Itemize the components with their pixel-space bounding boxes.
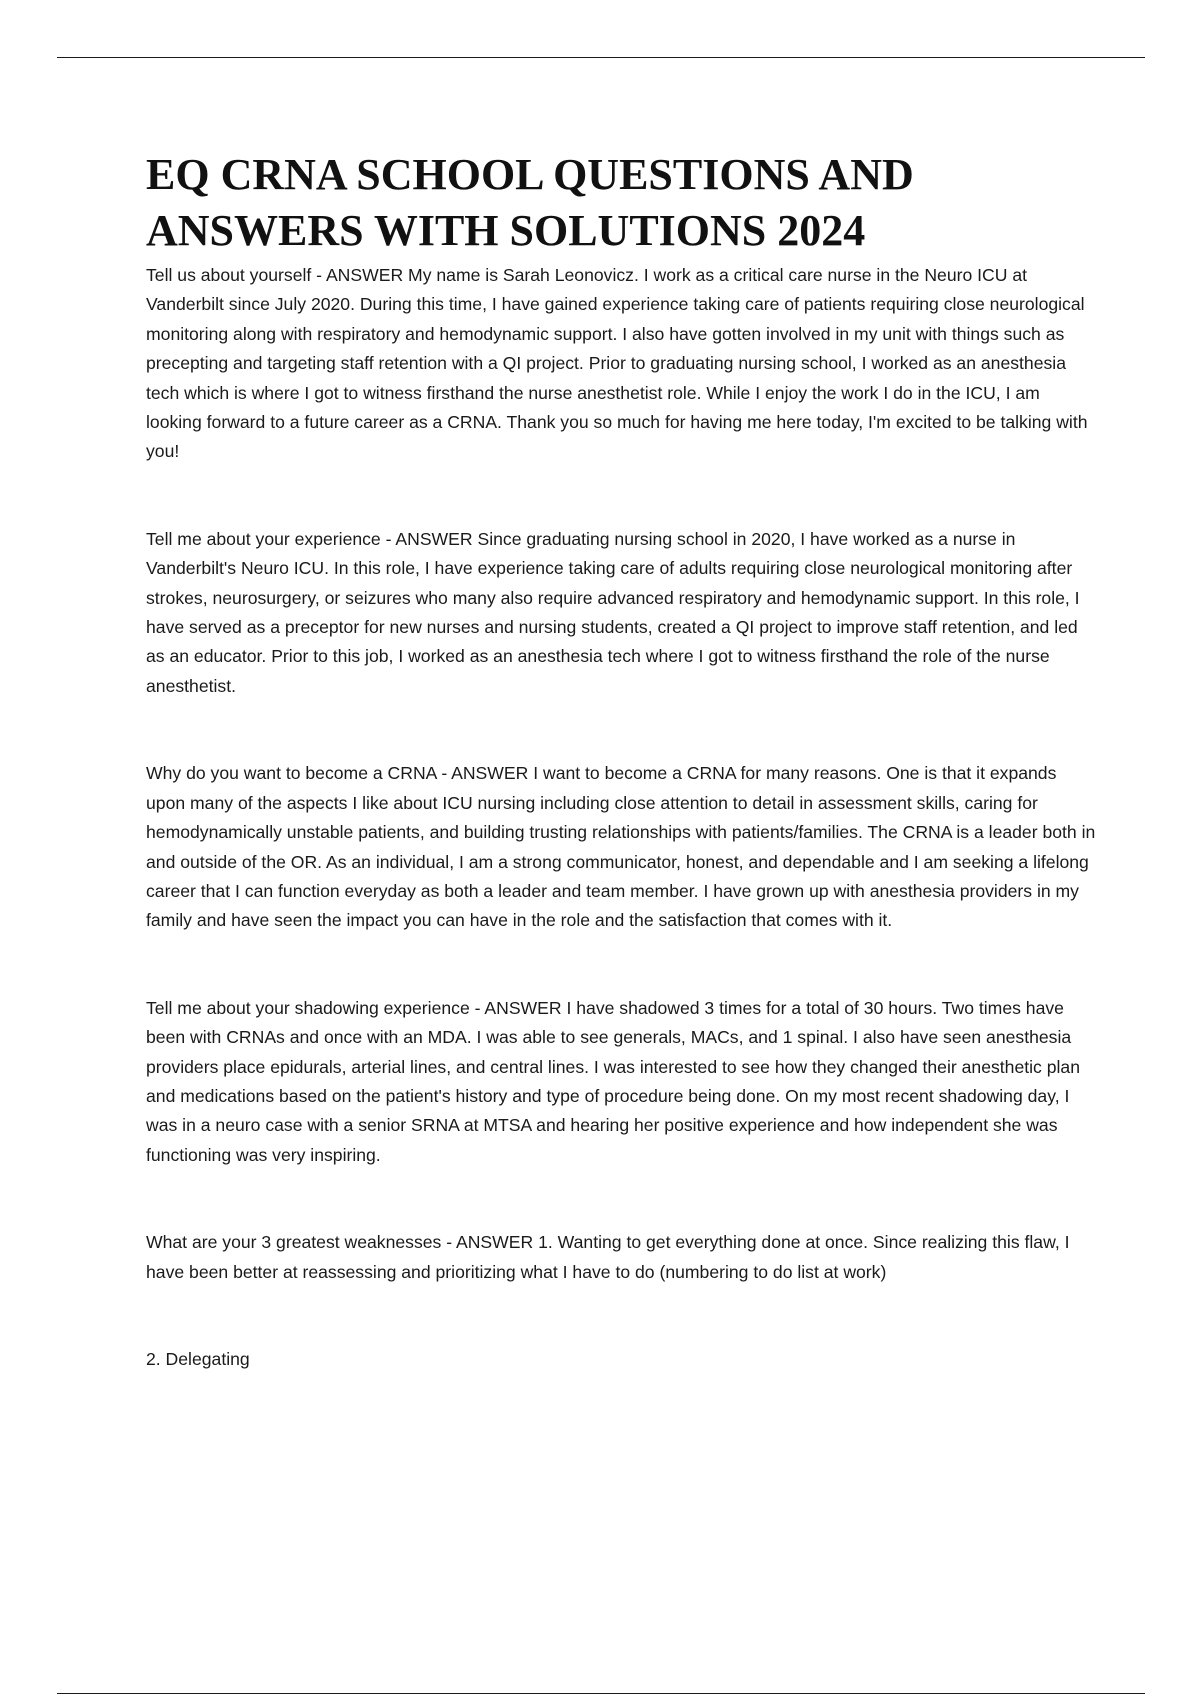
document-title	[146, 147, 1096, 259]
qa-entry-weaknesses: What are your 3 greatest weaknesses - ANSWER 1. Wanting to get everything done at once. Since realizing this flaw, I have been better at reassessing and prioritizing what I have to do (numbering to do list at work)	[146, 1232, 1070, 1282]
document-body	[146, 147, 1096, 1374]
bottom-rule	[57, 1693, 1145, 1694]
title-line-2: ANSWERS WITH SOLUTIONS 2024	[146, 206, 866, 255]
qa-entry-delegating: 2. Delegating	[146, 1348, 250, 1369]
title-line-1: EQ CRNA SCHOOL QUESTIONS AND	[146, 150, 914, 199]
qa-entry-about-yourself: Tell us about yourself - ANSWER My name is Sarah Leonovicz. I work as a critical care nurse in the Neuro ICU at Vanderbilt since July 2020. During this time, I have gained experience taking care of patients requiring close neurological monitoring along with respiratory and hemodynamic support. I also have gotten involved in my unit with things such as precepting and targeting staff retention with a QI project. Prior to graduating nursing school, I worked as an anesthesia tech which is where I got to witness firsthand the nurse anesthetist role. While I enjoy the work I do in the ICU, I am looking forward to a future career as a CRNA. Thank you so much for having me here today, I'm excited to be talking with you!	[146, 265, 1088, 462]
qa-entry-shadowing: Tell me about your shadowing experience - ANSWER I have shadowed 3 times for a total of 30 hours. Two times have been with CRNAs and once with an MDA. I was able to see generals, MACs, and 1 spinal. I also have seen anesthesia providers place epidurals, arterial lines, and central lines. I was interested to see how they changed their anesthetic plan and medications based on the patient's history and type of procedure being done. On my most recent shadowing day, I was in a neuro case with a senior SRNA at MTSA and hearing her positive experience and how independent she was functioning was very inspiring.	[146, 997, 1080, 1165]
qa-entry-why-crna: Why do you want to become a CRNA - ANSWER I want to become a CRNA for many reasons. One is that it expands upon many of the aspects I like about ICU nursing including close attention to detail in assessment skills, caring for hemodynamically unstable patients, and building trusting relationships with patients/families. The CRNA is a leader both in and outside of the OR. As an individual, I am a strong communicator, honest, and dependable and I am seeking a lifelong career that I can function everyday as both a leader and team member. I have grown up with anesthesia providers in my family and have seen the impact you can have in the role and the satisfaction that comes with it.	[146, 763, 1096, 931]
qa-entry-experience: Tell me about your experience - ANSWER Since graduating nursing school in 2020, I have worked as a nurse in Vanderbilt's Neuro ICU. In this role, I have experience taking care of adults requiring close neurological monitoring after strokes, neurosurgery, or seizures who many also require advanced respiratory and hemodynamic support. In this role, I have served as a preceptor for new nurses and nursing students, created a QI project to improve staff retention, and led as an educator. Prior to this job, I worked as an anesthesia tech where I got to witness firsthand the role of the nurse anesthetist.	[146, 528, 1080, 696]
top-rule	[57, 57, 1145, 58]
